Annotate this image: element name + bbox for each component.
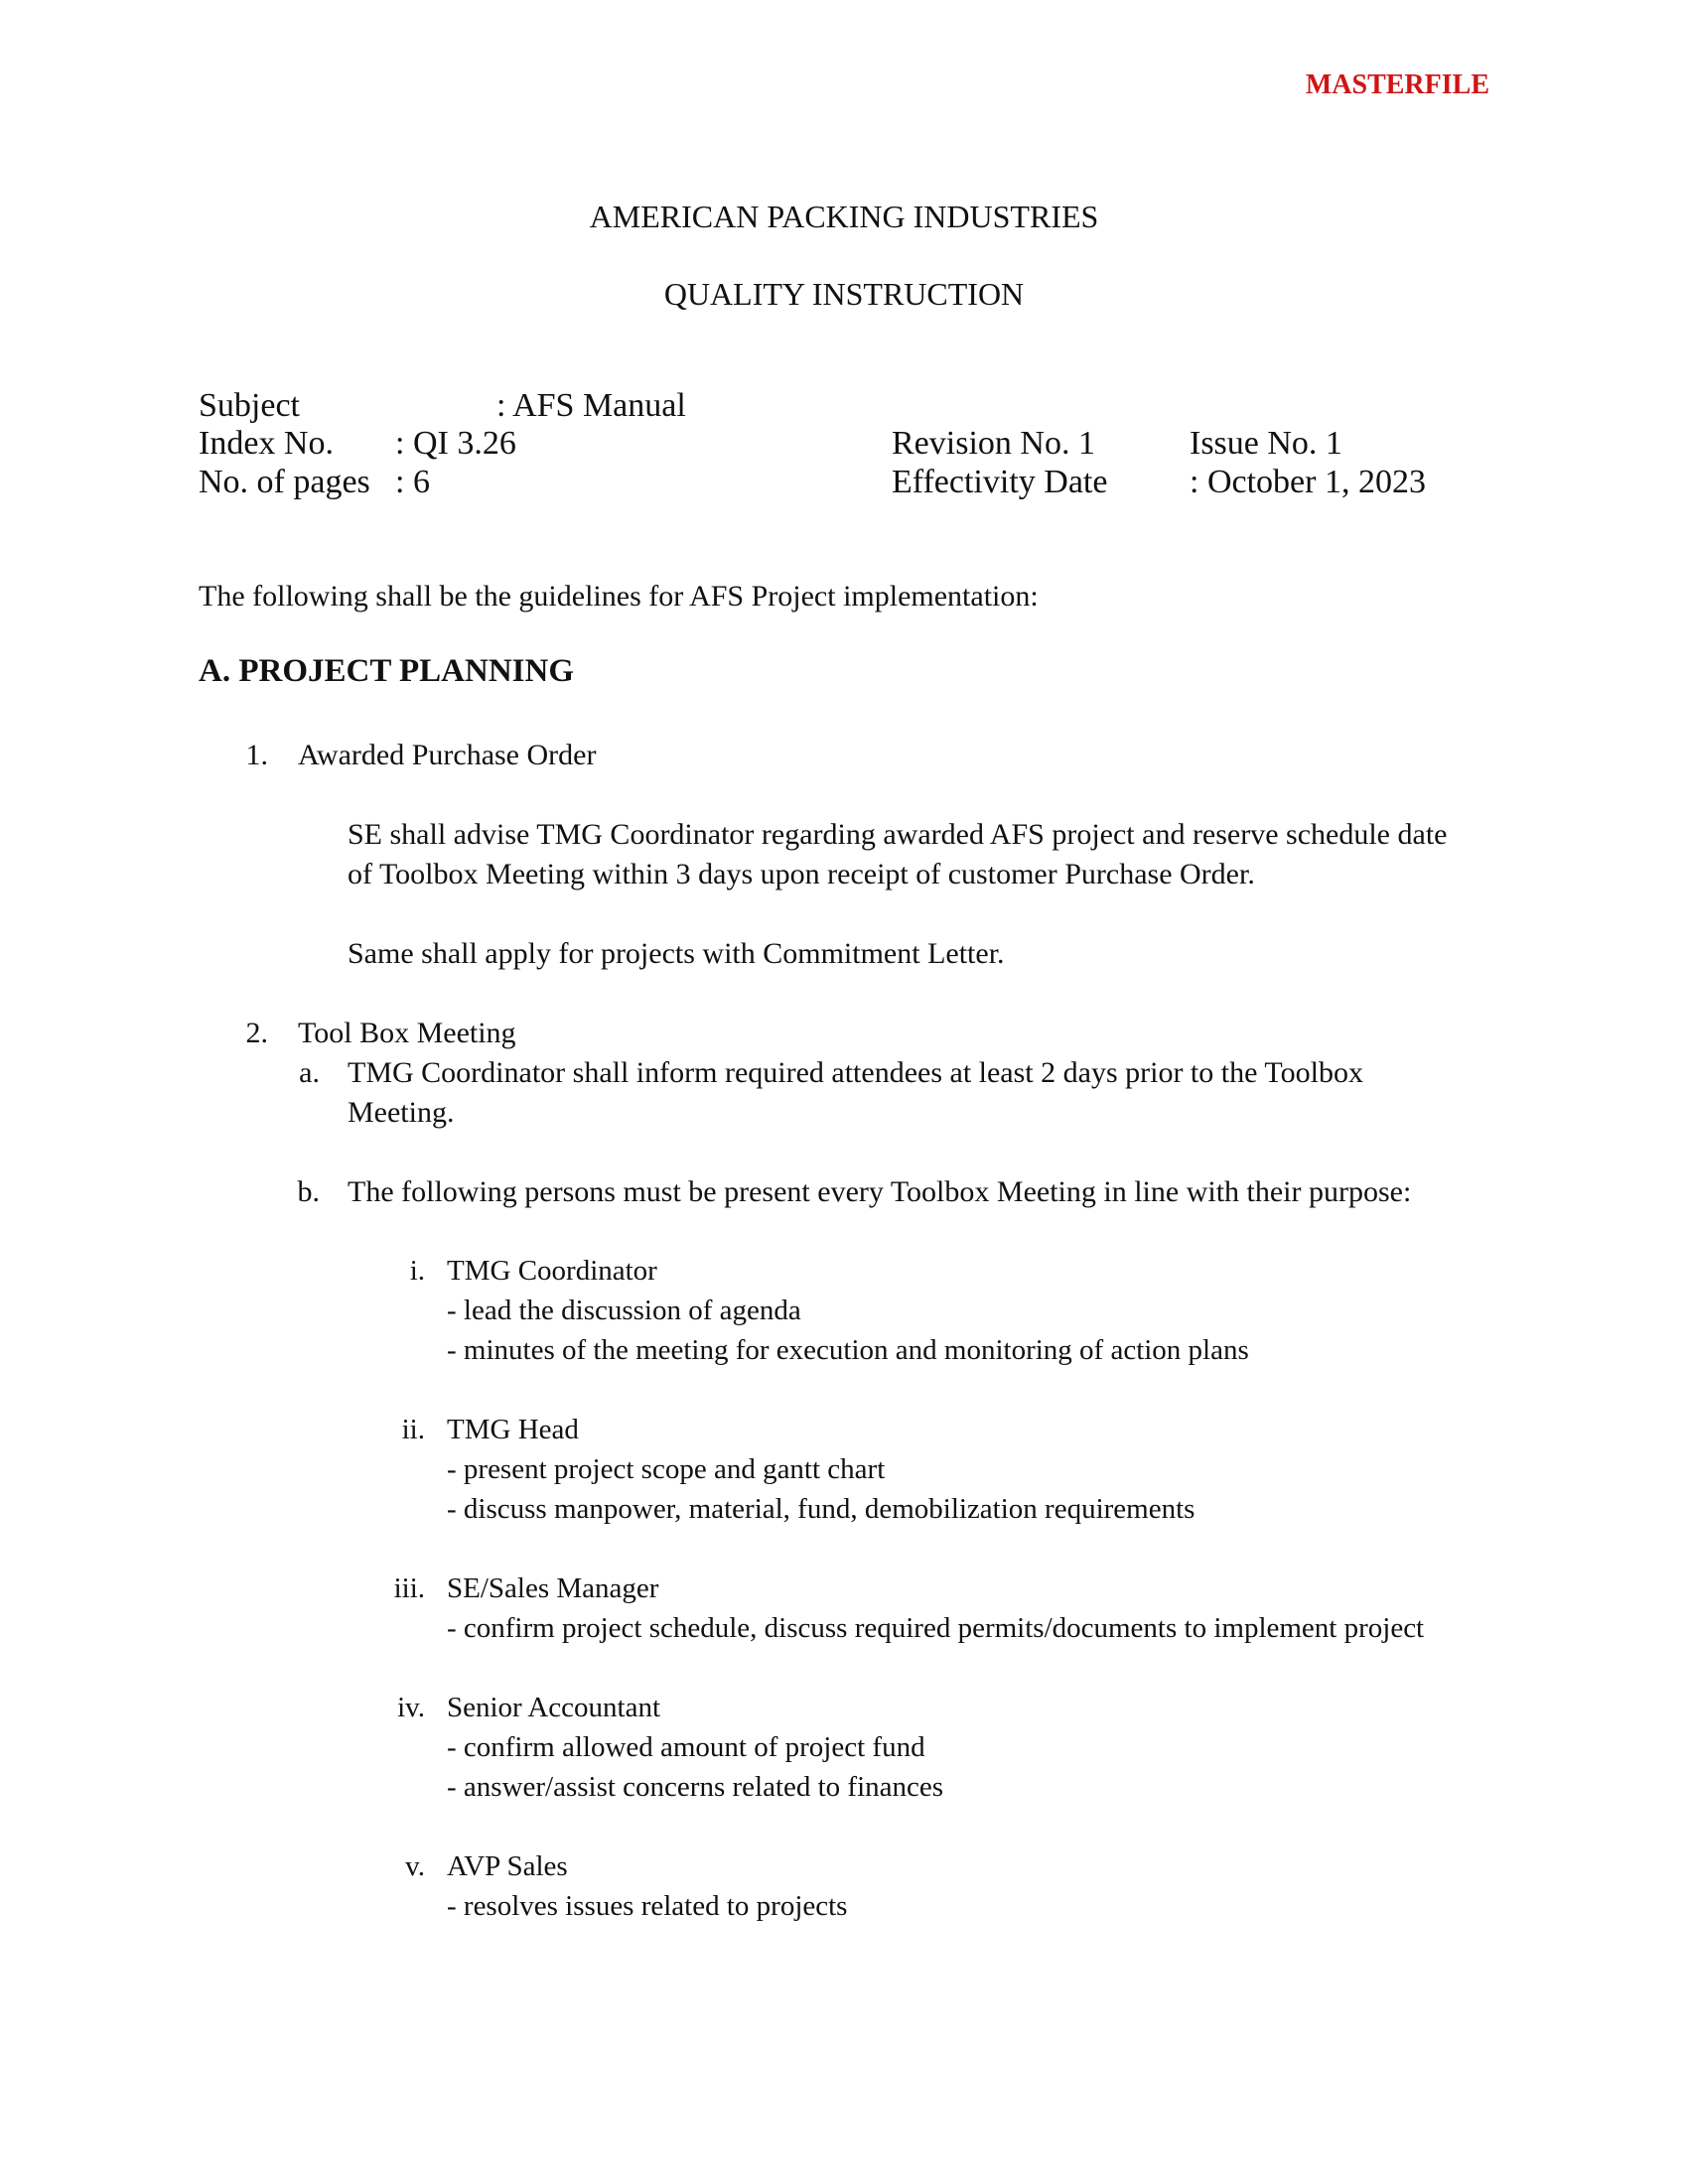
subject-value: : AFS Manual (496, 387, 686, 424)
person-number: v. (405, 1850, 425, 1882)
person-role: TMG Head (447, 1414, 579, 1445)
effectivity-label: Effectivity Date (892, 464, 1108, 500)
revision-number: Revision No. 1 (892, 425, 1095, 462)
subitem-a-label: a. (299, 1056, 320, 1089)
masterfile-stamp: MASTERFILE (1305, 69, 1489, 100)
person-duty: - present project scope and gantt chart (447, 1453, 886, 1485)
issue-number: Issue No. 1 (1190, 425, 1342, 462)
subitem-b-label: b. (297, 1175, 320, 1208)
effectivity-value: : October 1, 2023 (1190, 464, 1426, 500)
company-name: AMERICAN PACKING INDUSTRIES (589, 199, 1099, 234)
person-number: i. (409, 1255, 425, 1287)
person-duty: - discuss manpower, material, fund, demobilization requirements (447, 1493, 1196, 1525)
person-role: TMG Coordinator (447, 1255, 657, 1287)
document-type: QUALITY INSTRUCTION (663, 276, 1025, 312)
person-duty: - minutes of the meeting for execution and monitoring of action plans (447, 1334, 1249, 1366)
section-a-heading: A. PROJECT PLANNING (199, 653, 575, 689)
index-value: : QI 3.26 (395, 425, 516, 462)
person-duty: - answer/assist concerns related to finances (447, 1771, 944, 1803)
person-number: iii. (393, 1572, 425, 1604)
item-2-title: Tool Box Meeting (298, 1017, 516, 1049)
index-label: Index No. (199, 425, 334, 462)
person-duty: - confirm project schedule, discuss required permits/documents to implement project (447, 1612, 1425, 1644)
person-role: Senior Accountant (447, 1692, 661, 1723)
person-number: iv. (397, 1692, 425, 1723)
subitem-a-line: Meeting. (348, 1096, 455, 1129)
item-1-paragraph-line: of Toolbox Meeting within 3 days upon receipt of customer Purchase Order. (348, 858, 1255, 890)
person-role: SE/Sales Manager (447, 1572, 659, 1604)
item-1-title: Awarded Purchase Order (298, 739, 597, 771)
person-duty: - lead the discussion of agenda (447, 1295, 801, 1326)
pages-value: : 6 (395, 464, 430, 500)
person-role: AVP Sales (447, 1850, 568, 1882)
item-1-paragraph-line: SE shall advise TMG Coordinator regarding awarded AFS project and reserve schedule date (348, 818, 1448, 851)
subitem-a-line: TMG Coordinator shall inform required attendees at least 2 days prior to the Toolbox (348, 1056, 1363, 1089)
item-1-paragraph-2: Same shall apply for projects with Commitment Letter. (348, 937, 1005, 970)
person-duty: - resolves issues related to projects (447, 1890, 848, 1922)
item-1-number: 1. (245, 739, 268, 771)
item-2-number: 2. (245, 1017, 268, 1049)
person-duty: - confirm allowed amount of project fund (447, 1731, 925, 1763)
pages-label: No. of pages (199, 464, 370, 500)
subject-label: Subject (199, 387, 300, 424)
intro-text: The following shall be the guidelines for AFS Project implementation: (199, 580, 1039, 613)
subitem-b-text: The following persons must be present every Toolbox Meeting in line with their purpose: (348, 1175, 1412, 1208)
person-number: ii. (401, 1414, 425, 1445)
